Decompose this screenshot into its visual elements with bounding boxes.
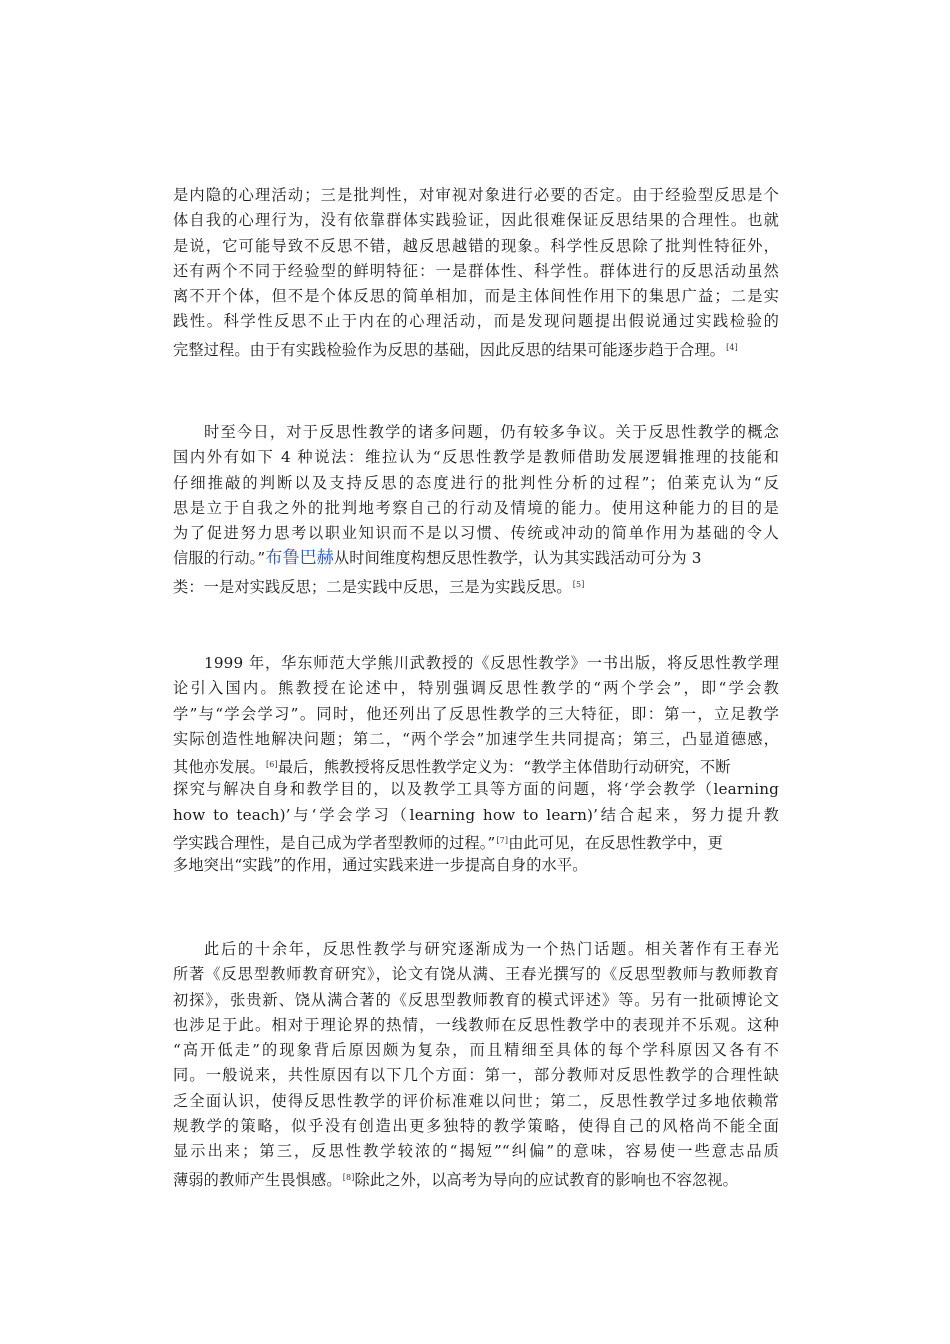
text-line bbox=[173, 1165, 779, 1190]
citation-marker: [6] bbox=[266, 760, 278, 770]
citation-marker: [8] bbox=[342, 1172, 355, 1182]
line-text: 实际创造性地解决问题；第二，“两个学会”加速学生共同提高；第三，凸显道德感， bbox=[173, 729, 779, 748]
text-line bbox=[173, 234, 779, 259]
text-line bbox=[173, 1089, 779, 1114]
text-line bbox=[173, 962, 779, 987]
line-text: 显示出来；第三，反思性教学较浓的“揭短”“纠偏”的意味，容易使一些意志品质 bbox=[173, 1142, 779, 1161]
text-line bbox=[173, 988, 779, 1013]
line-text: 同。一般说来，共性原因有以下几个方面：第一，部分教师对反思性教学的合理性缺 bbox=[173, 1066, 779, 1085]
text-line bbox=[173, 1114, 779, 1139]
line-text: 1999 年，华东师范大学熊川武教授的《反思性教学》一书出版，将反思性教学理 bbox=[204, 654, 779, 672]
line-text: how to teach)’与‘学会学习（learning how to learn)’结合起来，努力提升教 bbox=[173, 805, 779, 824]
text-line bbox=[173, 1063, 779, 1088]
text-line bbox=[173, 284, 779, 309]
text-line bbox=[173, 1038, 779, 1063]
text-line bbox=[173, 752, 779, 777]
text-line bbox=[173, 471, 779, 496]
line-text: 是说，它可能导致不反思不错，越反思越错的现象。科学性反思除了批判性特征外， bbox=[173, 236, 779, 255]
text-line bbox=[173, 309, 779, 334]
citation-marker: [7] bbox=[496, 836, 509, 846]
text-line bbox=[173, 676, 779, 701]
line-text: 学实践合理性，是自己成为学者型教师的过程。” bbox=[173, 834, 496, 853]
text-line bbox=[173, 1013, 779, 1038]
citation-marker: [5] bbox=[572, 579, 585, 589]
line-text: 信服的行动。” bbox=[173, 549, 266, 568]
text-line bbox=[173, 183, 779, 208]
line-text: 还有两个不同于经验型的鲜明特征：一是群体性、科学性。群体进行的反思活动虽然 bbox=[173, 261, 779, 280]
line-text: 思是立于自我之外的批判地考察自己的行动及情境的能力。使用这种能力的目的是 bbox=[173, 498, 779, 517]
line-text: 学”与“学会学习”。同时，他还列出了反思性教学的三大特征，即：第一，立足教学 bbox=[173, 704, 779, 723]
line-text: 体自我的心理行为，没有依靠群体实践验证，因此很难保证反思结果的合理性。也就 bbox=[173, 211, 779, 230]
paragraph-3 bbox=[173, 651, 779, 879]
text-line bbox=[173, 259, 779, 284]
line-text: “高开低走”的现象背后原因颇为复杂，而且精细至具体的每个学科原因又各有不 bbox=[173, 1041, 779, 1060]
line-text: 时至今日，对于反思性教学的诸多问题，仍有较多争议。关于反思性教学的概念 bbox=[204, 423, 779, 441]
text-line bbox=[173, 546, 779, 571]
text-line bbox=[173, 651, 779, 676]
line-text: 初探》，张贵新、饶从满合著的《反思型教师教育的模式评述》等。另有一批硕博论文 bbox=[173, 990, 779, 1009]
line-text-continued: 从时间维度构想反思性教学，认为其实践活动可分为 3 bbox=[333, 549, 702, 568]
text-line bbox=[173, 727, 779, 752]
line-text: 所著《反思型教师教育研究》，论文有饶从满、王春光撰写的《反思型教师与教师教育 bbox=[173, 965, 779, 984]
line-text: 仔细推敲的判断以及支持反思的态度进行的批判性分析的过程”；伯莱克认为“反 bbox=[173, 473, 779, 492]
line-text: 乏全面认识，使得反思性教学的评价标准难以问世；第二，反思性教学过多地依赖常 bbox=[173, 1091, 779, 1110]
line-text: 其他亦发展。 bbox=[173, 758, 266, 777]
line-text: 此后的十余年，反思性教学与研究逐渐成为一个热门话题。相关著作有王春光 bbox=[204, 940, 779, 958]
line-text: 离不开个体，但不是个体反思的简单相加，而是主体间性作用下的集思广益；二是实 bbox=[173, 287, 779, 306]
line-text: 论引入国内。熊教授在论述中，特别强调反思性教学的“两个学会”，即“学会教 bbox=[173, 679, 779, 698]
line-text: 类：一是对实践反思；二是实践中反思，三是为实践反思。 bbox=[173, 577, 572, 596]
text-line bbox=[173, 208, 779, 233]
text-line bbox=[173, 521, 779, 546]
paragraph-1 bbox=[173, 183, 779, 360]
text-line bbox=[173, 335, 779, 360]
paragraph-2 bbox=[173, 420, 779, 597]
text-line bbox=[173, 445, 779, 470]
line-text: 多地突出“实践”的作用，通过实践来进一步提高自身的水平。 bbox=[173, 856, 588, 875]
line-text: 也涉足于此。相对于理论界的热情，一线教师在反思性教学中的表现并不乐观。这种 bbox=[173, 1015, 779, 1034]
text-line bbox=[173, 496, 779, 521]
line-text: 是内隐的心理活动；三是批判性，对审视对象进行必要的否定。由于经验型反思是个 bbox=[173, 186, 779, 204]
text-line bbox=[173, 777, 779, 802]
text-line bbox=[173, 572, 779, 597]
line-text: 完整过程。由于有实践检验作为反思的基础，因此反思的结果可能逐步趋于合理。 bbox=[173, 340, 726, 359]
line-text-continued: 除此之外，以高考为导向的应试教育的影响也不容忽视。 bbox=[354, 1170, 738, 1189]
line-text: 为了促进努力思考以职业知识而不是以习惯、传统或冲动的简单作用为基础的令人 bbox=[173, 524, 779, 543]
line-text: 践性。科学性反思不止于内在的心理活动，而是发现问题提出假说通过实践检验的 bbox=[173, 312, 779, 331]
line-text: 探究与解决自身和教学目的，以及教学工具等方面的问题，将‘学会教学（learning bbox=[173, 780, 779, 799]
text-line bbox=[173, 702, 779, 727]
author-link[interactable]: 布鲁巴赫 bbox=[265, 548, 334, 569]
line-text: 薄弱的教师产生畏惧感。 bbox=[173, 1170, 342, 1189]
line-text: 规教学的策略，似乎没有创造出更多独特的教学策略，使得自己的风格尚不能全面 bbox=[173, 1117, 779, 1136]
citation-marker: [4] bbox=[726, 342, 738, 352]
line-text: 国内外有如下 4 种说法：维拉认为“反思性教学是教师借助发展逻辑推理的技能和 bbox=[173, 448, 779, 467]
text-line bbox=[173, 828, 779, 853]
line-text-continued: 最后，熊教授将反思性教学定义为：“教学主体借助行动研究，不断 bbox=[277, 758, 731, 777]
text-line bbox=[173, 853, 779, 878]
paragraph-4 bbox=[173, 937, 779, 1190]
text-line bbox=[173, 803, 779, 828]
text-line bbox=[173, 1139, 779, 1164]
line-text-continued: 由此可见，在反思性教学中，更 bbox=[508, 834, 723, 853]
text-line bbox=[173, 420, 779, 445]
text-line bbox=[173, 937, 779, 962]
